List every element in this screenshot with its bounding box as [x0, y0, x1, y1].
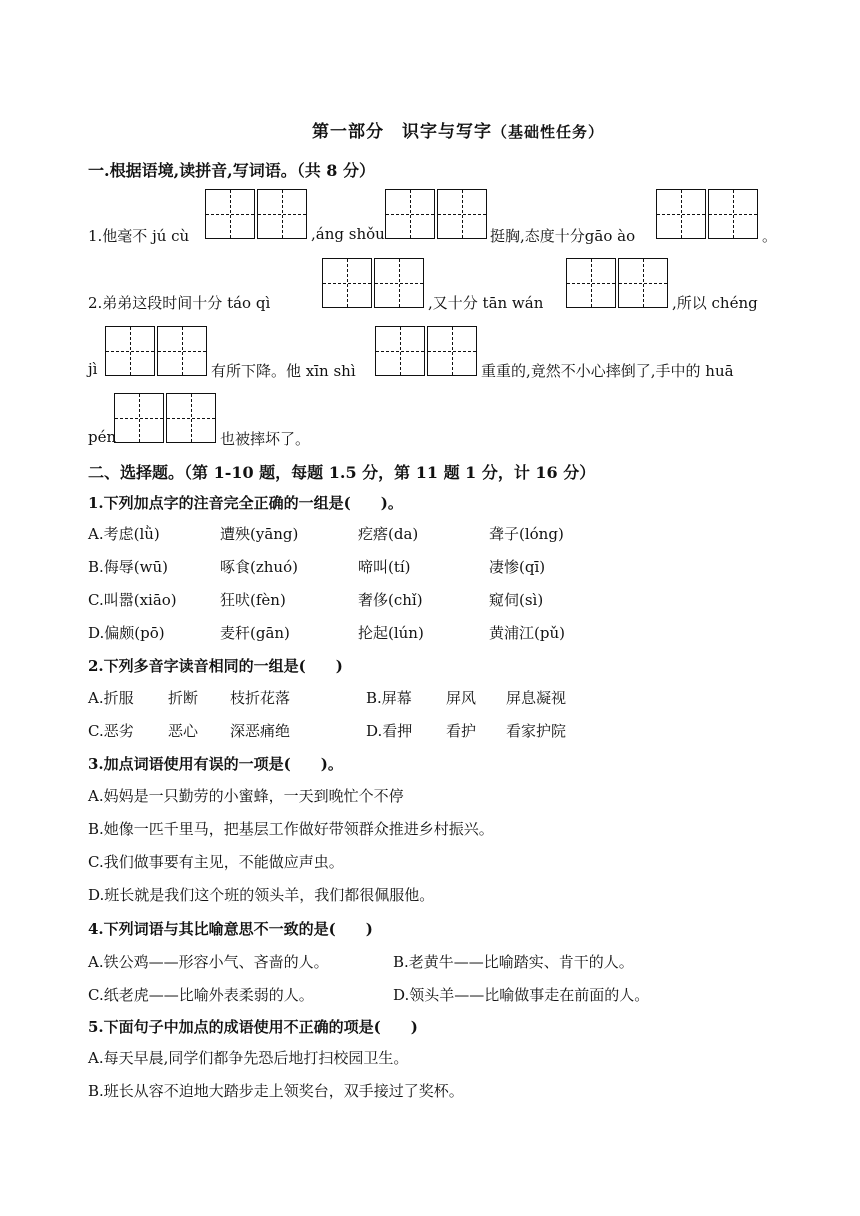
q5-option-b[interactable]: B.班长从容不迫地大踏步走上领奖台，双手接过了奖杯。	[88, 1082, 464, 1100]
q1-option-cell: 啼叫(tí)	[358, 558, 411, 576]
answer-boxes-3[interactable]	[656, 189, 760, 239]
s2-text-6: 重重的,竟然不小心摔倒了,手中的 huā	[481, 362, 734, 380]
q2-option-cell: 看家护院	[506, 722, 567, 740]
answer-boxes-5[interactable]	[566, 258, 670, 308]
q2-stem: 2.下列多音字读音相同的一组是( )	[88, 657, 343, 675]
s2-text-8: 也被摔坏了。	[220, 430, 311, 448]
q2-option-cell[interactable]: D.看押	[366, 722, 413, 740]
q4-option-b[interactable]: B.老黄牛——比喻踏实、肯干的人。	[393, 953, 634, 971]
q2-option-cell[interactable]: C.恶劣	[88, 722, 134, 740]
q1-option-cell: 奢侈(chǐ)	[358, 591, 423, 609]
q1-option-cell: 狂吠(fèn)	[220, 591, 286, 609]
q1-option-cell: 抡起(lún)	[358, 624, 424, 642]
q4-stem: 4.下列词语与其比喻意思不一致的是( )	[88, 920, 373, 938]
q5-option-a[interactable]: A.每天早晨,同学们都争先恐后地打扫校园卫生。	[88, 1049, 409, 1067]
q2-option-cell: 折断	[168, 689, 199, 707]
q2-option-cell: 深恶痛绝	[230, 722, 291, 740]
q4-option-a[interactable]: A.铁公鸡——形容小气、吝啬的人。	[88, 953, 329, 971]
page-title	[312, 117, 604, 142]
answer-boxes-1[interactable]	[205, 189, 309, 239]
s1-text-4: 。	[762, 227, 778, 245]
s1-text-1: 1.他毫不 jú cù	[88, 227, 190, 245]
q4-option-d[interactable]: D.领头羊——比喻做事走在前面的人。	[393, 986, 650, 1004]
answer-boxes-8[interactable]	[114, 393, 218, 443]
answer-boxes-7[interactable]	[375, 326, 479, 376]
q1-option-cell: 聋子(lóng)	[489, 525, 564, 543]
q1-option-cell[interactable]: A.考虑(lǜ)	[88, 525, 160, 543]
s2-text-2: ,又十分 tān wán	[428, 294, 544, 312]
q5-stem: 5.下面句子中加点的成语使用不正确的项是( )	[88, 1018, 418, 1036]
q2-option-cell[interactable]: A.折服	[88, 689, 134, 707]
answer-boxes-4[interactable]	[322, 258, 426, 308]
answer-boxes-2[interactable]	[385, 189, 489, 239]
s1-text-3: 挺胸,态度十分gāo ào	[490, 227, 636, 245]
s2-text-4: jì	[88, 360, 98, 378]
q1-option-cell: 凄惨(qī)	[489, 558, 546, 576]
q2-option-cell: 枝折花落	[230, 689, 291, 707]
q1-stem: 1.下列加点字的注音完全正确的一组是( )。	[88, 494, 403, 512]
q2-option-cell[interactable]: B.屏幕	[366, 689, 412, 707]
q3-option-d[interactable]: D.班长就是我们这个班的领头羊，我们都很佩服他。	[88, 886, 435, 904]
s2-text-7: pén	[88, 428, 117, 446]
q2-option-cell: 恶心	[168, 722, 199, 740]
q3-option-c[interactable]: C.我们做事要有主见，不能做应声虫。	[88, 853, 344, 871]
q3-option-b[interactable]: B.她像一匹千里马，把基层工作做好带领群众推进乡村振兴。	[88, 820, 494, 838]
q3-option-a[interactable]: A.妈妈是一只勤劳的小蜜蜂，一天到晚忙个不停	[88, 787, 404, 805]
q4-option-c[interactable]: C.纸老虎——比喻外表柔弱的人。	[88, 986, 314, 1004]
q1-option-cell: 遭殃(yāng)	[220, 525, 299, 543]
section-2-heading: 二、选择题。（第 1-10 题，每题 1.5 分，第 11 题 1 分，计 16 分）	[88, 463, 596, 482]
q1-option-cell[interactable]: D.偏颇(pō)	[88, 624, 165, 642]
q2-option-cell: 看护	[446, 722, 477, 740]
s2-text-1: 2.弟弟这段时间十分 táo qì	[88, 294, 271, 312]
q2-option-cell: 屏息凝视	[506, 689, 567, 707]
q1-option-cell: 黄浦江(pǔ)	[489, 624, 565, 642]
title-sub: （基础性任务）	[492, 123, 605, 141]
q1-option-cell: 疙瘩(da)	[358, 525, 419, 543]
s2-text-5: 有所下降。他 xīn shì	[211, 362, 356, 380]
answer-boxes-6[interactable]	[105, 326, 209, 376]
q1-option-cell: 窥伺(sì)	[489, 591, 544, 609]
s1-text-2: ,áng shǒu	[311, 225, 385, 243]
q1-option-cell[interactable]: C.叫嚣(xiāo)	[88, 591, 177, 609]
q1-option-cell: 麦秆(gān)	[220, 624, 290, 642]
q2-option-cell: 屏风	[446, 689, 477, 707]
title-main: 第一部分 识字与写字	[312, 122, 492, 142]
q3-stem: 3.加点词语使用有误的一项是( )。	[88, 755, 343, 773]
q1-option-cell: 啄食(zhuó)	[220, 558, 298, 576]
section-1-heading: 一.根据语境,读拼音,写词语。（共 8 分）	[88, 161, 375, 180]
s2-text-3: ,所以 chéng	[672, 294, 758, 312]
q1-option-cell[interactable]: B.侮辱(wū)	[88, 558, 168, 576]
